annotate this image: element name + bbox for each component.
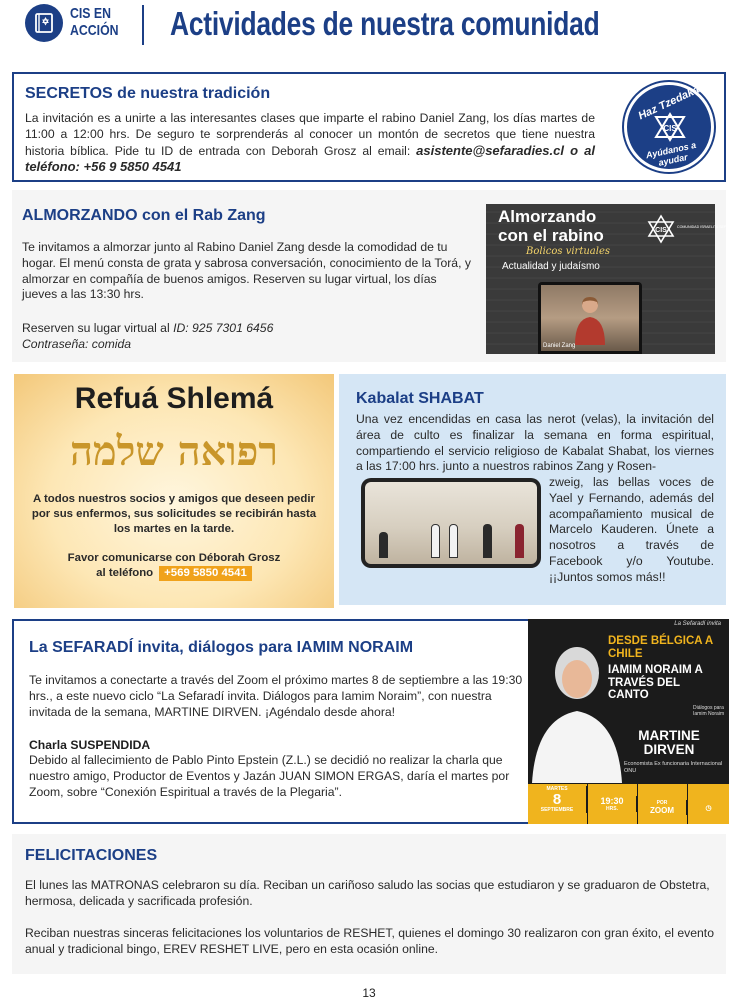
svg-text:COMUNIDAD ISRAELITA SEFARADÍ: COMUNIDAD ISRAELITA SEFARADÍ — [677, 225, 737, 229]
section-tag: CIS EN ACCIÓN — [70, 5, 119, 39]
almorzando-body: Te invitamos a almorzar junto al Rabino Daniel Zang desde la comodidad de tu hogar. El menú consta de grata y sabrosa conversación, conocimiento de la Torá, y almorzar en compañía de buenos amigos. Reserven su lugar virtual, los días jueves a las 13:30 hrs. — [22, 240, 471, 302]
secretos-body: La invitación es a unirte a las interesantes clases que imparte el rabino Daniel Zang, los días martes de 11:00 a 12:00 hrs. De seguro te sorprenderás al conocer un montón de secretos que tiene nuestra historia bíblica. Pide tu ID de entrada con Deborah Grosz al email: asistente@sefaradies.cl o al teléfono: +56 9 5850 4541 — [25, 111, 595, 175]
felicitaciones-reshet: Reciban nuestras sinceras felicitaciones los voluntarios de RESHET, quienes el domingo 30 realizaron con gran éxito, el evento anual y tradicional bingo, EREV RESHET LIVE, pero en esta ocasión online. — [25, 926, 714, 956]
kabalat-heading: Kabalat SHABAT — [356, 390, 484, 407]
sefaradi-heading: La SEFARADÍ invita, diálogos para IAMIM NORAIM — [29, 639, 414, 656]
event-date: MARTES 8 SEPTIEMBRE — [528, 784, 588, 824]
event-details-bar — [528, 784, 729, 824]
refua-message: A todos nuestros socios y amigos que deseen pedir por sus enfermos, sus solicitudes se recibirán hasta los martes en la tarde. — [31, 493, 317, 535]
almorzando-heading: ALMORZANDO con el Rab Zang — [22, 207, 266, 224]
header-divider — [142, 5, 144, 45]
refua-contact: Favor comunicarse con Déborah Grosz al teléfono +569 5850 4541 — [67, 552, 281, 579]
secretos-heading: SECRETOS de nuestra tradición — [25, 85, 271, 102]
refua-phone[interactable]: +569 5850 4541 — [159, 566, 252, 581]
zoom-id: ID: 925 7301 6456 — [173, 321, 274, 335]
tzedaka-logo: Haz Tzedaká CIS Ayúdanos a ayudar — [624, 82, 714, 172]
event-platform: POR ZOOM — [638, 784, 688, 824]
felicitaciones-heading: FELICITACIONES — [25, 847, 158, 864]
felicitaciones-section — [12, 834, 726, 974]
laptop-icon: Daniel Zang — [538, 282, 642, 354]
kabalat-shabat-section — [339, 374, 726, 605]
sefaradi-body: Te invitamos a conectarte a través del Zoom el próximo martes 8 de septiembre a las 19:30 hrs., a este nuevo ciclo “La Sefaradí invita. Diálogos para Iamim Noraim”, con nuestra invitada de la semana, MARTINE DIRVEN. ¡Agéndalo desde ahora! — [29, 673, 523, 719]
event-time: 19:30 HRS. — [588, 784, 638, 824]
almorzando-reserve: Reserven su lugar virtual al ID: 925 7301 6456 Contraseña: comida — [22, 321, 274, 351]
charla-suspendida-body: Debido al fallecimiento de Pablo Pinto Epstein (Z.L.) se decidió no realizar la charla que nuestro amigo, Productor de Eventos y Jazán JUAN SIMON ERGAS, daría el martes por Zoom, sobre “Conexión Espiritual a través de la Plegaria”. — [29, 753, 510, 799]
zoom-password: Contraseña: comida — [22, 336, 132, 351]
secretos-email[interactable]: asistente@sefaradies.cl — [416, 142, 564, 158]
svg-text:CIS: CIS — [655, 227, 667, 234]
refua-shlema-section — [14, 374, 334, 608]
martine-dirven-poster: La Sefaradí invita DESDE BÉLGICA A CHILE IAMIM NORAIM A TRAVÉS DEL CANTO Diálogos para Iamim Noraim MARTINE DIRVEN Economista Ex funcionaria Internacional ONU MARTES 8 SEPTIEMBRE 19:30 HRS. POR ZOOM ◷ — [528, 619, 729, 824]
almorzando-section — [12, 190, 737, 362]
person-icon — [573, 293, 607, 345]
charla-suspendida-heading: Charla SUSPENDIDA — [29, 738, 151, 752]
almorzando-image: Almorzando con el rabino Bolicos virtuales Actualidad y judaísmo CIS COMUNIDAD ISRAELITA SEFARADÍ Daniel Zang — [486, 204, 715, 354]
secretos-section — [12, 72, 726, 182]
kabalat-body: Una vez encendidas en casa las nerot (velas), la invitación del área de culto es finalizar la semana en forma espiritual, compartiendo el servicio religioso de Kabalat Shabat, los viernes a las 17:00 hrs. junto a nuestros rabinos Zang y Rosen- — [356, 412, 714, 474]
secretos-phone: o al teléfono: +56 9 5850 4541 — [25, 142, 595, 175]
clock-icon: ◷ — [705, 805, 712, 812]
page-number: 13 — [362, 986, 376, 1000]
star-of-david-icon — [654, 113, 686, 141]
page-title: Actividades de nuestra comunidad — [170, 5, 600, 42]
kabalat-body-continued: zweig, las bellas voces de Yael y Fernando, además del acompañamiento musical de Marcelo Kauderen. Únete a nosotros a través de Facebook y/o Youtube. ¡¡Juntos somos más!! — [549, 475, 714, 584]
refua-title: Refuá Shlemá — [74, 382, 274, 415]
smartphone-image — [361, 478, 541, 568]
refua-hebrew: רפואה שלמה — [69, 428, 278, 475]
felicitaciones-matronas: El lunes las MATRONAS celebraron su día. Reciban un cariñoso saludo las socias que estudiaron y se graduaron de Obstetra, hermosa, delicada y sacrificada profesión. — [25, 878, 710, 908]
sefaradi-invita-section — [12, 619, 727, 824]
svg-text:CIS: CIS — [663, 124, 677, 133]
page-header — [0, 0, 738, 56]
cis-logo-icon — [646, 214, 737, 250]
book-icon — [25, 4, 63, 42]
